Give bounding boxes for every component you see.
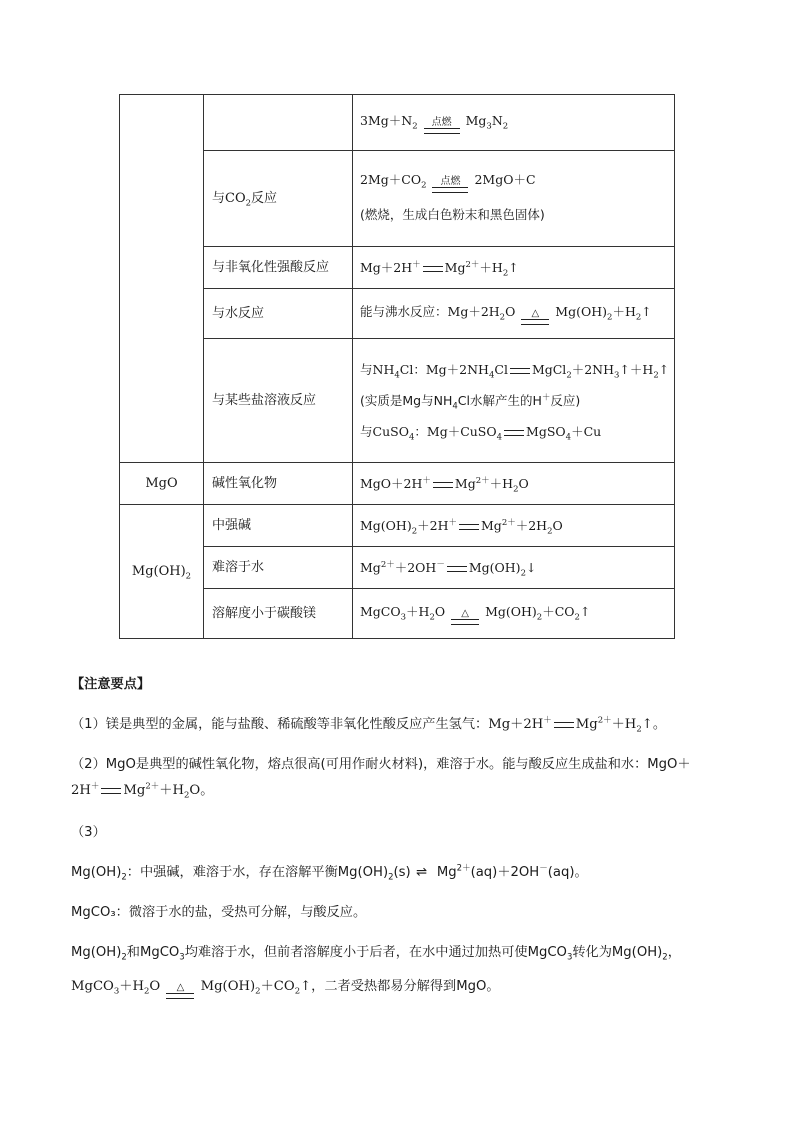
- substance-mgoh2-cell: $Mg(OH)_2$: [120, 505, 204, 639]
- property-cell: 溶解度小于碳酸镁: [204, 589, 353, 639]
- equation-mgoh2-acid: $Mg(OH)_2+2H^+$ $Mg^{2+}+2H_2O$: [360, 517, 563, 536]
- equation-cuso4: 与CuSO$_4$：Mg＋CuSO$_4$ MgSO$_4$＋Cu: [360, 423, 602, 442]
- equation-n2: $3Mg+N_2$ 点燃 $Mg_3N_2$: [360, 109, 668, 137]
- table-row: [120, 463, 675, 505]
- note-2: （2）MgO是典型的碱性氧化物，熔点很高(可用作耐火材料)，难溶于水。能与酸反应生成盐和水：MgO＋: [71, 757, 691, 772]
- property-cell: 与水反应: [204, 289, 353, 339]
- equation-cell: [353, 151, 675, 247]
- note-mgoh2: $Mg(OH)_2$：中强碱，难溶于水，存在溶解平衡$Mg(OH)_2(s)$ ⇌ $Mg^{2+}(aq)+2OH^-(aq)$。: [71, 863, 588, 883]
- note-conversion: $Mg(OH)_2$和MgCO$_3$均难溶于水，但前者溶解度小于后者，在水中通过加热可使MgCO$_3$转化为$Mg(OH)_2$，: [71, 945, 681, 963]
- property-cell: 中强碱: [204, 505, 353, 547]
- substance-mg-cell: [120, 95, 204, 463]
- property-cell: [204, 95, 353, 151]
- magnesium-properties-table: [119, 94, 675, 639]
- ignite-condition: 点燃: [432, 177, 468, 193]
- equation-nh4cl-note: (实质是Mg与$NH_4Cl$水解产生的H＋反应): [360, 392, 581, 411]
- table-row: [120, 151, 675, 247]
- equation-nh4cl: 与$NH_4Cl$：$Mg+2NH_4Cl$ $MgCl_2+2NH_3↑+H_2↑$: [360, 361, 670, 380]
- table-row: [120, 95, 675, 151]
- equation-mgo: MgO＋2H＋ $Mg^{2+}+H_2O$: [360, 475, 529, 494]
- property-cell: 碱性氧化物: [204, 463, 353, 505]
- equation-cell: [353, 589, 675, 639]
- equation-co2: $2Mg+CO_2$ 点燃 2MgO＋C: [360, 168, 668, 196]
- note-mgco3: MgCO₃：微溶于水的盐，受热可分解，与酸反应。: [71, 905, 367, 920]
- property-cell: 与非氧化性强酸反应: [204, 247, 353, 289]
- equation-water: 能与沸水反应：$Mg+2H_2O$ △ $Mg(OH)_2+H_2↑$: [360, 300, 668, 328]
- equation-precipitate: $Mg^{2+}+2OH^-$ $Mg(OH)_2↓$: [360, 559, 537, 578]
- property-cell: 难溶于水: [204, 547, 353, 589]
- note-2-cont: 2H＋ $Mg^{2+}+H_2O$。: [71, 781, 214, 801]
- heat-condition: △: [521, 309, 549, 325]
- note-3: （3）: [71, 825, 106, 840]
- substance-mgo-cell: MgO: [120, 463, 204, 505]
- table-row: [120, 247, 675, 289]
- table-row: [120, 547, 675, 589]
- property-cell: 与$CO_2$反应: [204, 151, 353, 247]
- heat-condition: △: [451, 609, 479, 625]
- note-1: （1）镁是典型的金属，能与盐酸、稀硫酸等非氧化性酸反应产生氢气：Mg＋2H＋ $Mg^{2+}+H_2↑$。: [71, 715, 666, 735]
- note-conversion-cont: $MgCO_3+H_2O$ △ $Mg(OH)_2+CO_2↑$，二者受热都易分解得到MgO。: [71, 976, 731, 999]
- equation-cell: [353, 547, 675, 589]
- equation-acid: Mg＋2H＋ $Mg^{2+}+H_2↑$: [360, 259, 519, 278]
- equation-cell: [353, 247, 675, 289]
- equation-cell: [353, 505, 675, 547]
- ignite-condition: 点燃: [424, 118, 460, 134]
- equation-cell: [353, 95, 675, 151]
- equation-mgco3: $MgCO_3+H_2O$ △ $Mg(OH)_2+CO_2↑$: [360, 600, 668, 628]
- table-row: [120, 589, 675, 639]
- table-row: [120, 505, 675, 547]
- equation-cell: [353, 339, 675, 463]
- equation-cell: [353, 463, 675, 505]
- table-row: [120, 339, 675, 463]
- property-cell: 与某些盐溶液反应: [204, 339, 353, 463]
- equation-cell: [353, 289, 675, 339]
- table-row: [120, 289, 675, 339]
- notes-heading: 【注意要点】: [71, 677, 151, 692]
- equation-note: (燃烧，生成白色粉末和黑色固体): [360, 206, 545, 222]
